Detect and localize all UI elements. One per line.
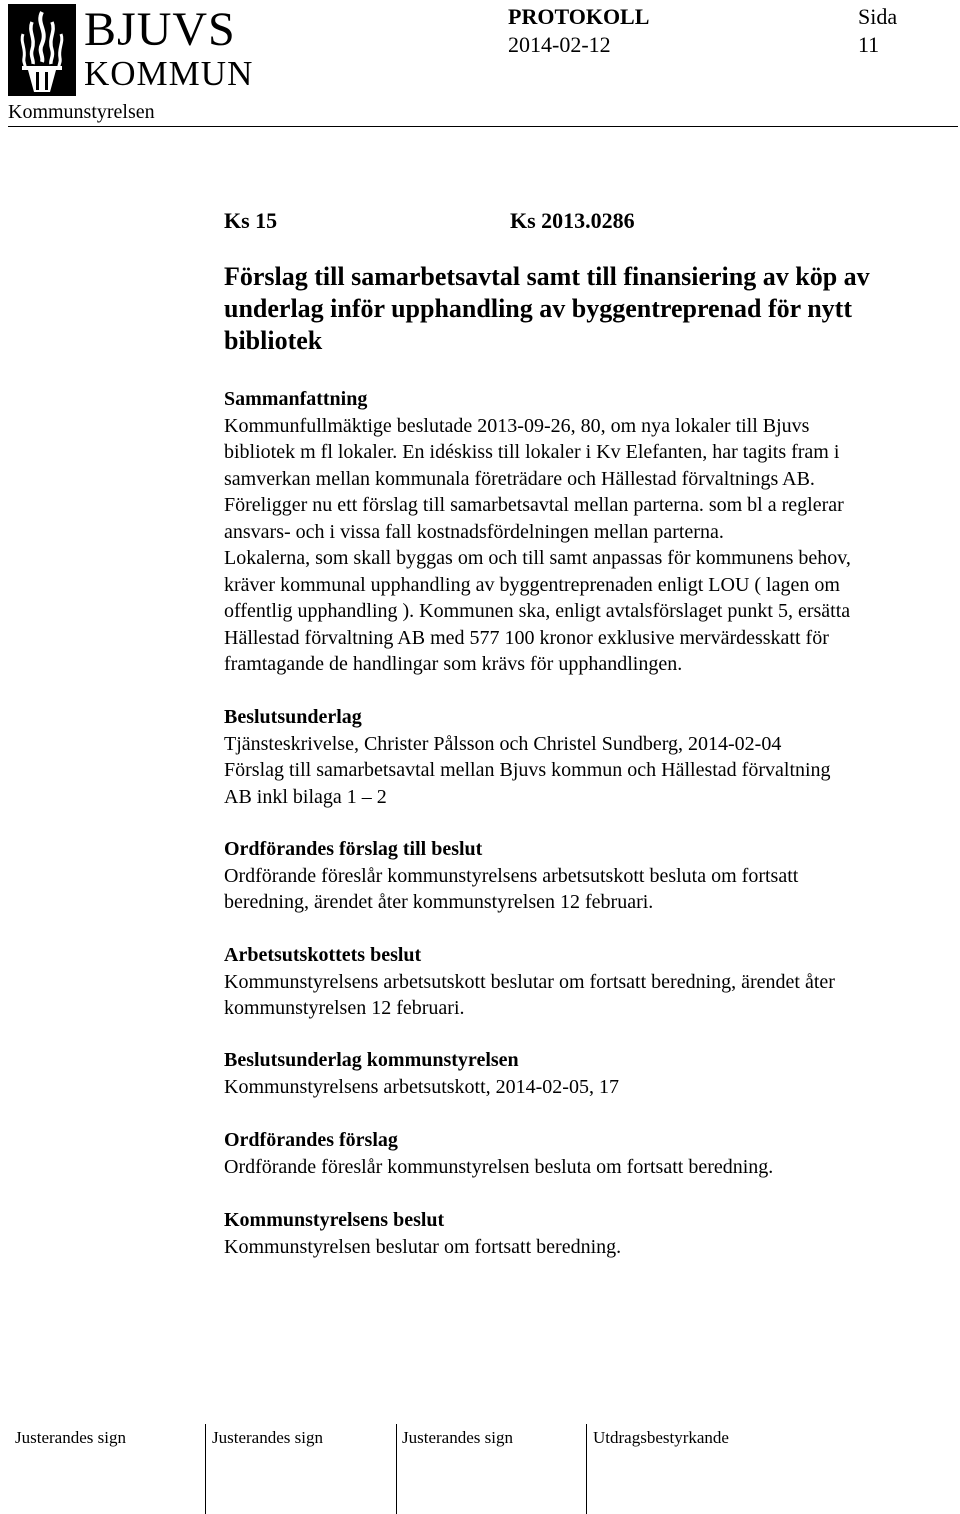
text-line: kommunstyrelsen 12 februari. bbox=[224, 997, 465, 1019]
case-title bbox=[224, 261, 944, 357]
brand-name: BJUVS bbox=[84, 3, 236, 56]
text-line: Hällestad förvaltning AB med 577 100 kronor exklusive mervärdesskatt för bbox=[224, 626, 829, 649]
text-line: beredning, ärendet åter kommunstyrelsen 12 februari. bbox=[224, 891, 654, 913]
text-line: bibliotek m fl lokaler. En idéskiss till lokaler i Kv Elefanten, har tagits fram i bbox=[224, 441, 840, 463]
signature-divider bbox=[586, 1424, 587, 1514]
section-heading: Arbetsutskottets beslut bbox=[224, 944, 422, 966]
text-line: Ordförande föreslår kommunstyrelsen besluta om fortsatt beredning. bbox=[224, 1155, 774, 1178]
section-heading: Beslutsunderlag kommunstyrelsen bbox=[224, 1049, 519, 1071]
certification-label: Utdragsbestyrkande bbox=[593, 1428, 729, 1447]
summary-section bbox=[224, 386, 954, 678]
text-line: samverkan mellan kommunala företrädare och Hällestad förvaltnings AB. bbox=[224, 467, 815, 490]
text-line: Kommunstyrelsens arbetsutskott beslutar om fortsatt beredning, ärendet åter bbox=[224, 970, 835, 993]
signature-divider bbox=[396, 1424, 397, 1514]
signature-label-3: Justerandes sign bbox=[402, 1428, 513, 1447]
bjuvs-kommun-logo bbox=[8, 4, 253, 96]
text-line: kräver kommunal upphandling av byggentreprenaden enligt LOU ( lagen om bbox=[224, 573, 840, 596]
chair-proposal-2-text bbox=[224, 1154, 954, 1181]
chair-proposal-section bbox=[224, 836, 954, 916]
section-heading: Sammanfattning bbox=[224, 388, 368, 410]
text-line: offentlig upphandling ). Kommunen ska, enligt avtalsförslaget punkt 5, ersätta bbox=[224, 600, 851, 622]
committee-decision-text bbox=[224, 969, 954, 1022]
text-line: Tjänsteskrivelse, Christer Pålsson och Christel Sundberg, 2014-02-04 bbox=[224, 732, 782, 755]
protocol-title: PROTOKOLL bbox=[508, 4, 650, 29]
board-basis-text bbox=[224, 1074, 954, 1101]
committee-decision-section bbox=[224, 942, 954, 1022]
case-title-line: underlag inför upphandling av byggentreprenad för nytt bbox=[224, 294, 852, 323]
case-number: Ks 2013.0286 bbox=[510, 208, 635, 233]
signature-label-1: Justerandes sign bbox=[15, 1428, 126, 1447]
board-basis-section bbox=[224, 1047, 954, 1100]
text-line: Kommunstyrelsens arbetsutskott, 2014-02-05, 17 bbox=[224, 1075, 619, 1098]
paragraph-reference: Ks 15 bbox=[224, 208, 278, 233]
text-line: ansvars- och i vissa fall kostnadsfördelningen mellan parterna. bbox=[224, 520, 724, 543]
case-title-line: bibliotek bbox=[224, 326, 323, 355]
signature-label-2: Justerandes sign bbox=[212, 1428, 323, 1447]
chair-proposal-2-section bbox=[224, 1127, 954, 1180]
text-line: AB inkl bilaga 1 – 2 bbox=[224, 785, 387, 808]
basis-section bbox=[224, 704, 954, 810]
text-line: Förslag till samarbetsavtal mellan Bjuvs kommun och Hällestad förvaltning bbox=[224, 759, 831, 781]
section-heading: Kommunstyrelsens beslut bbox=[224, 1209, 445, 1231]
header-divider bbox=[8, 126, 958, 127]
page-label: Sida bbox=[858, 4, 898, 29]
summary-text bbox=[224, 413, 954, 678]
page-number: 11 bbox=[858, 32, 880, 57]
torch-emblem-icon bbox=[8, 4, 76, 96]
section-heading: Beslutsunderlag bbox=[224, 706, 362, 728]
case-title-line: Förslag till samarbetsavtal samt till finansiering av köp av bbox=[224, 262, 870, 291]
text-line: Föreligger nu ett förslag till samarbetsavtal mellan parterna. som bl a reglerar bbox=[224, 494, 844, 516]
text-line: Kommunstyrelsen beslutar om fortsatt beredning. bbox=[224, 1235, 622, 1258]
chair-proposal-text bbox=[224, 863, 954, 916]
protocol-date: 2014-02-12 bbox=[508, 32, 611, 57]
basis-text bbox=[224, 731, 954, 811]
board-decision-text bbox=[224, 1234, 954, 1261]
brand-subtitle: KOMMUN bbox=[84, 54, 254, 93]
text-line: Kommunfullmäktige beslutade 2013-09-26, 80, om nya lokaler till Bjuvs bbox=[224, 414, 810, 437]
section-heading: Ordförandes förslag bbox=[224, 1129, 398, 1151]
signature-divider bbox=[205, 1424, 206, 1514]
text-line: Ordförande föreslår kommunstyrelsens arbetsutskott besluta om fortsatt bbox=[224, 864, 799, 887]
section-heading: Ordförandes förslag till beslut bbox=[224, 838, 483, 860]
board-decision-section bbox=[224, 1207, 954, 1260]
organization-name: Kommunstyrelsen bbox=[8, 101, 155, 123]
text-line: framtagande de handlingar som krävs för upphandlingen. bbox=[224, 653, 683, 675]
text-line: Lokalerna, som skall byggas om och till samt anpassas för kommunens behov, bbox=[224, 547, 851, 569]
